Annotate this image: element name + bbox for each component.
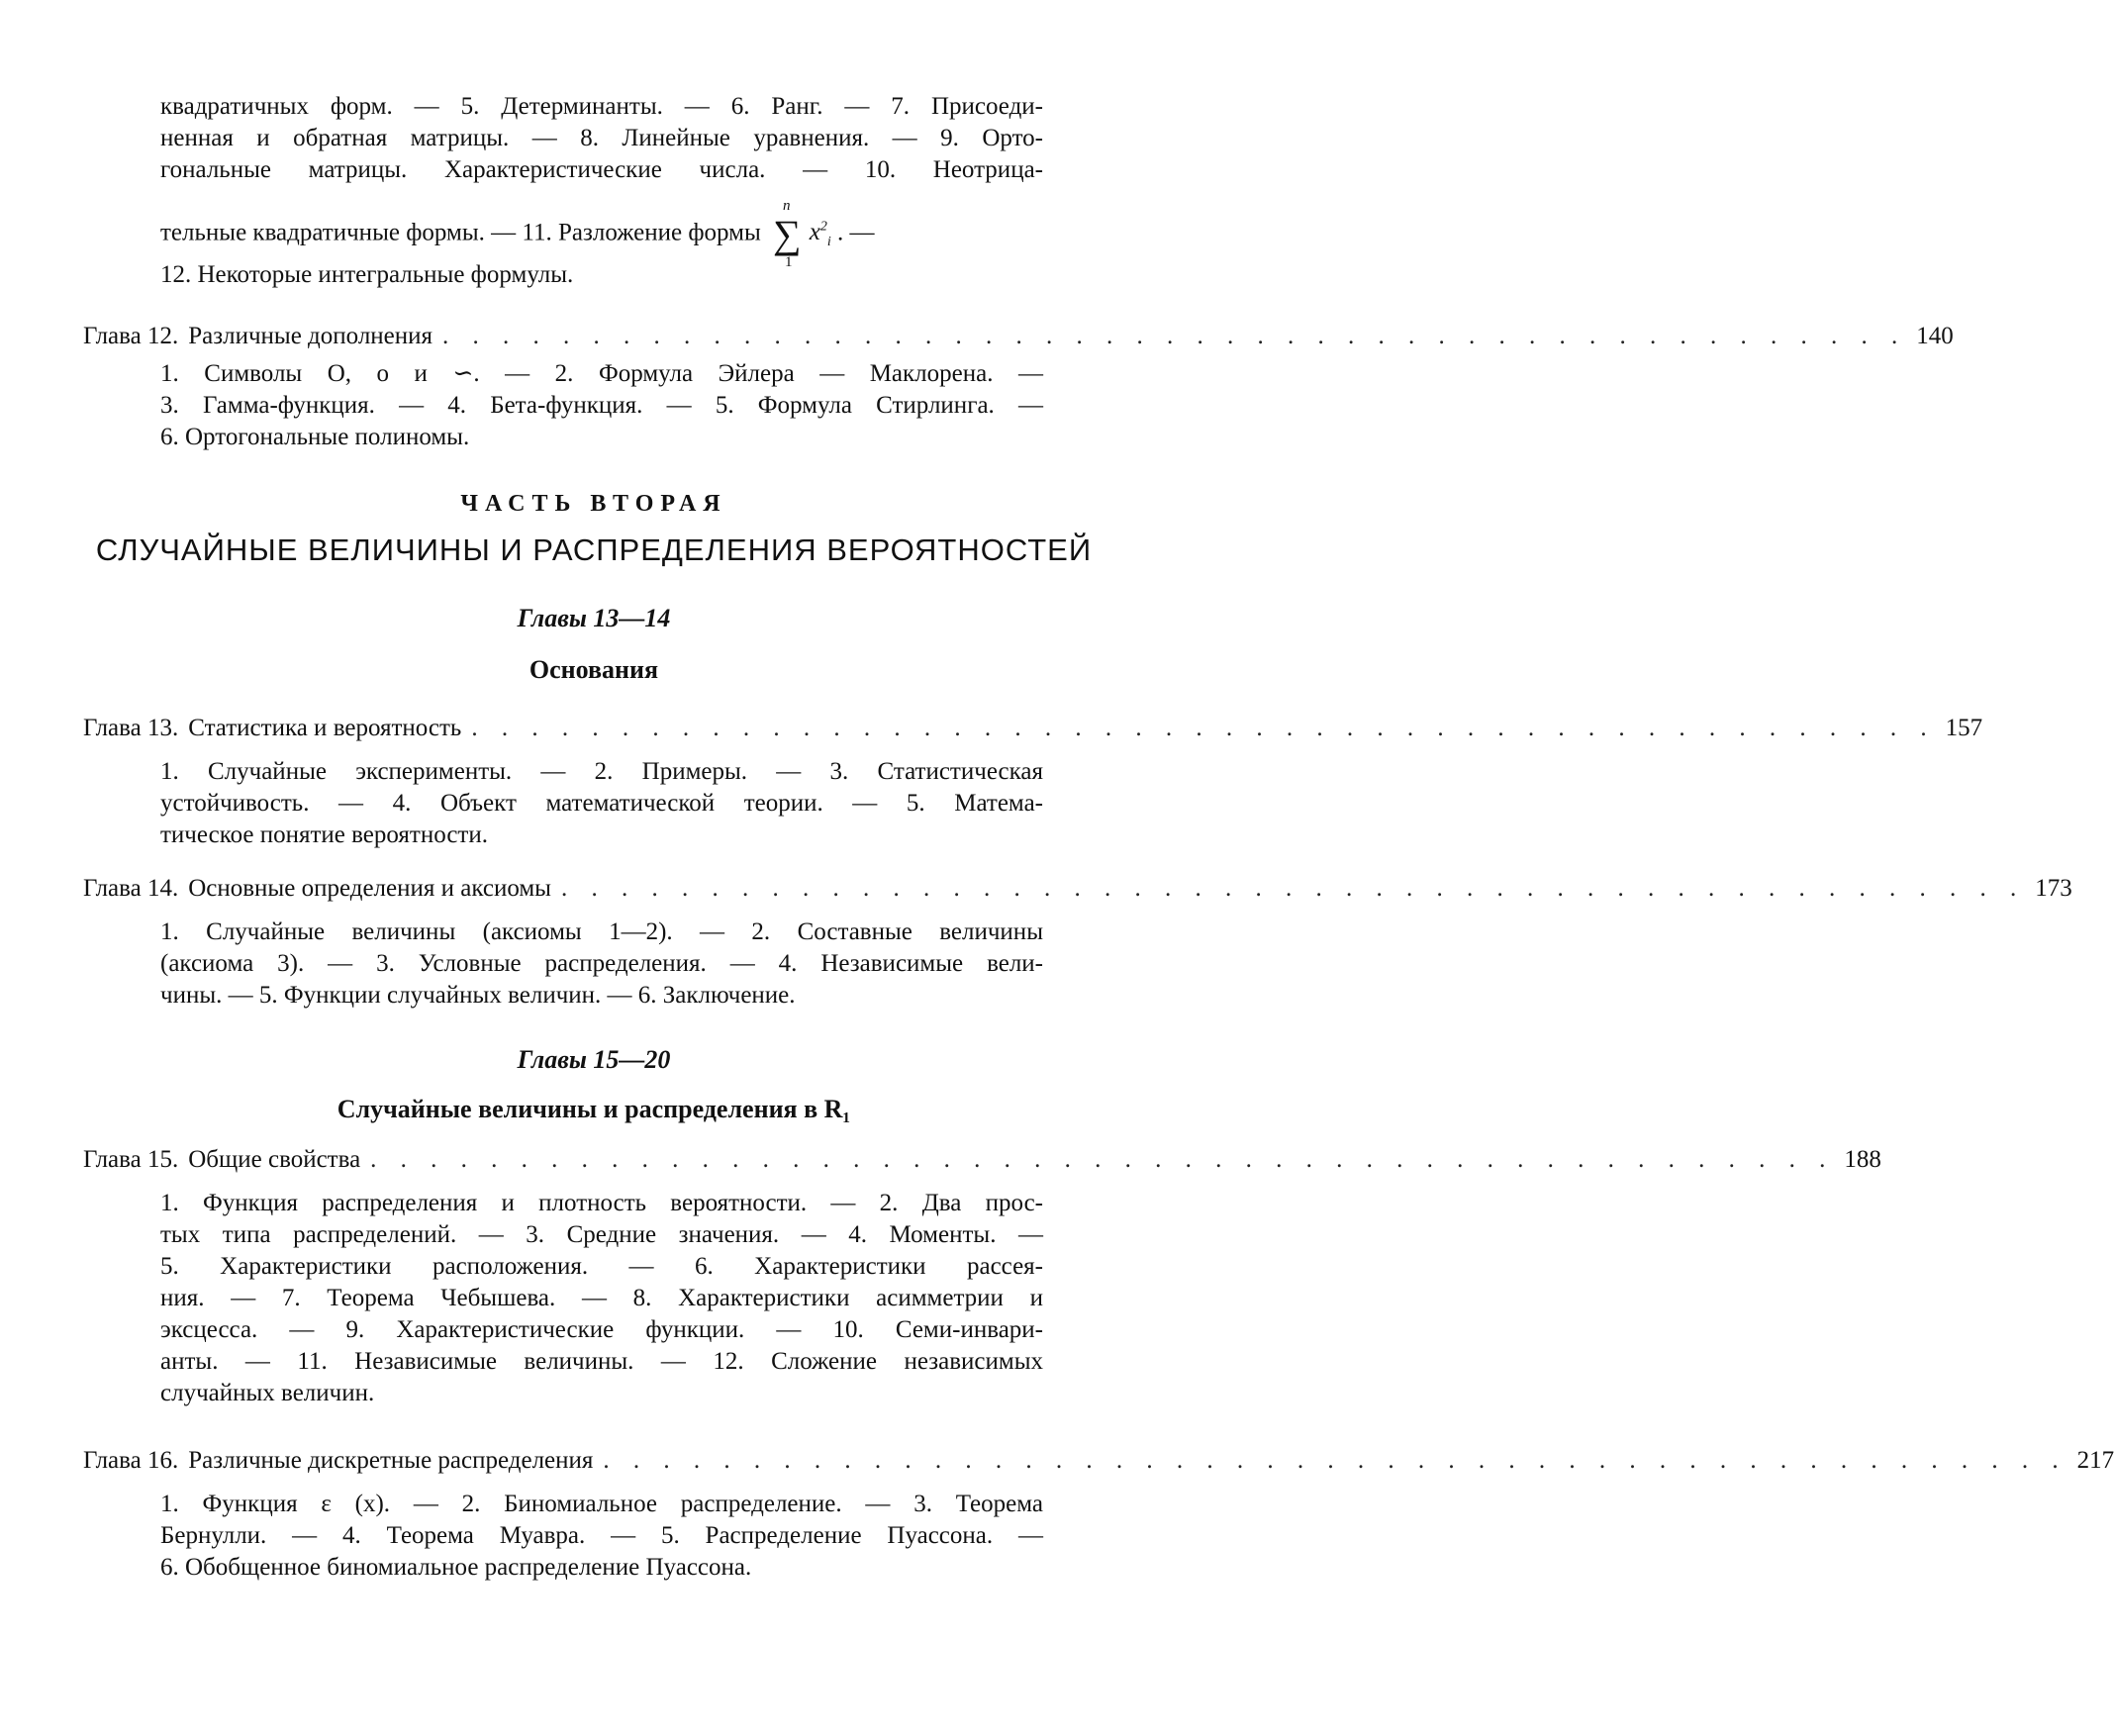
sum-upper-limit: n bbox=[783, 198, 791, 215]
summary-line: (аксиома 3). — 3. Условные распределения. — 4. Независимые вели- bbox=[160, 950, 1043, 977]
summary-line: 1. Случайные эксперименты. — 2. Примеры. — 3. Статистическая bbox=[160, 758, 1043, 785]
chapter-12-summary bbox=[160, 358, 1043, 453]
toc-entry-chapter-12[interactable] bbox=[83, 319, 1954, 354]
page-number: 173 bbox=[2035, 875, 2072, 902]
sum-var-letter: x bbox=[809, 219, 820, 246]
toc-entry-chapter-14[interactable] bbox=[83, 871, 2072, 907]
summary-line: тых типа распределений. — 3. Средние значения. — 4. Моменты. — bbox=[160, 1221, 1043, 1248]
summary-text: тельные квадратичные формы. — 11. Разложение формы bbox=[160, 219, 761, 246]
chapter-label: Глава 13. bbox=[83, 715, 179, 741]
summary-text: . — bbox=[837, 219, 875, 246]
sum-var-sub: i bbox=[826, 235, 831, 250]
summary-line: 5. Характеристики расположения. — 6. Характеристики рассея- bbox=[160, 1253, 1043, 1280]
chapter-title: Основные определения и аксиомы bbox=[188, 875, 551, 902]
leader-dots: . . . . . . . . . . . . . . . . . . . . . . . . . . . . . . . . . . . . . . . . . . . . . . . . . bbox=[370, 1146, 1835, 1173]
sum-variable bbox=[809, 219, 831, 250]
sum-lower-limit: 1 bbox=[785, 254, 793, 271]
summary-line: 12. Некоторые интегральные формулы. bbox=[160, 261, 574, 288]
summary-line-with-sum bbox=[160, 198, 1043, 271]
chapters-range: Главы 13—14 bbox=[517, 604, 671, 632]
summary-line: 1. Символы O, o и ∽. — 2. Формула Эйлера — Маклорена. — bbox=[160, 360, 1043, 387]
toc-entry-chapter-15[interactable] bbox=[83, 1142, 1881, 1178]
summary-line: 1. Функция распределения и плотность вероятности. — 2. Два прос- bbox=[160, 1190, 1043, 1216]
part-label: ЧАСТЬ ВТОРАЯ bbox=[460, 491, 727, 517]
leader-dots: . . . . . . . . . . . . . . . . . . . . . . . . . . . . . . . . . . . . . . . . . . . . . . . . . bbox=[471, 715, 1936, 741]
summary-line: 1. Случайные величины (аксиомы 1—2). — 2. Составные величины bbox=[160, 918, 1043, 945]
summary-line: тическое понятие вероятности. bbox=[160, 821, 488, 848]
chapter-16-summary bbox=[160, 1489, 1043, 1584]
chapter-label: Глава 16. bbox=[83, 1447, 179, 1474]
chapter-label: Глава 14. bbox=[83, 875, 179, 902]
summary-line: 6. Обобщенное биномиальное распределение Пуассона. bbox=[160, 1554, 752, 1581]
page-number: 188 bbox=[1844, 1146, 1881, 1173]
summary-line: ния. — 7. Теорема Чебышева. — 8. Характеристики асимметрии и bbox=[160, 1285, 1043, 1311]
sum-var-sup: 2 bbox=[819, 220, 827, 235]
chapter-label: Глава 15. bbox=[83, 1146, 179, 1173]
summary-line: случайных величин. bbox=[160, 1380, 375, 1406]
toc-entry-chapter-16[interactable] bbox=[83, 1443, 2114, 1479]
toc-entry-chapter-13[interactable] bbox=[83, 711, 1983, 746]
sum-formula bbox=[773, 198, 802, 271]
summary-line: устойчивость. — 4. Объект математической теории. — 5. Матема- bbox=[160, 790, 1043, 817]
leader-dots: . . . . . . . . . . . . . . . . . . . . . . . . . . . . . . . . . . . . . . . . . . . . . . . . . bbox=[560, 875, 2026, 902]
summary-line: Бернулли. — 4. Теорема Муавра. — 5. Распределение Пуассона. — bbox=[160, 1522, 1043, 1549]
summary-line: анты. — 11. Независимые величины. — 12. Сложение независимых bbox=[160, 1348, 1043, 1375]
part-title: СЛУЧАЙНЫЕ ВЕЛИЧИНЫ И РАСПРЕДЕЛЕНИЯ ВЕРОЯТНОСТЕЙ bbox=[95, 532, 1093, 567]
summary-line: квадратичных форм. — 5. Детерминанты. — 6. Ранг. — 7. Присоеди- bbox=[160, 93, 1043, 120]
chapter-13-summary bbox=[160, 756, 1043, 851]
chapter-11-summary bbox=[160, 91, 1043, 291]
leader-dots: . . . . . . . . . . . . . . . . . . . . . . . . . . . . . . . . . . . . . . . . . . . . . . . . . bbox=[603, 1447, 2067, 1474]
page-number: 140 bbox=[1916, 323, 1954, 349]
chapter-14-summary bbox=[160, 916, 1043, 1012]
chapters-range: Главы 15—20 bbox=[517, 1045, 671, 1074]
summary-line: 3. Гамма-функция. — 4. Бета-функция. — 5. Формула Стирлинга. — bbox=[160, 392, 1043, 419]
section-title: Случайные величины и распределения в R₁ bbox=[336, 1095, 851, 1123]
chapter-title: Различные дополнения bbox=[188, 323, 433, 349]
summary-line: эксцесса. — 9. Характеристические функции. — 10. Семи-инвари- bbox=[160, 1316, 1043, 1343]
section-title: Основания bbox=[528, 655, 659, 684]
page-number: 217 bbox=[2076, 1447, 2114, 1474]
sum-symbol: ∑ bbox=[773, 212, 802, 257]
chapter-label: Глава 12. bbox=[83, 323, 179, 349]
leader-dots: . . . . . . . . . . . . . . . . . . . . . . . . . . . . . . . . . . . . . . . . . . . . . . . . . bbox=[442, 323, 1907, 349]
chapter-15-summary bbox=[160, 1188, 1043, 1409]
chapter-title: Статистика и вероятность bbox=[188, 715, 462, 741]
page-number: 157 bbox=[1945, 715, 1983, 741]
summary-line: гональные матрицы. Характеристические числа. — 10. Неотрица- bbox=[160, 156, 1043, 183]
summary-line: 6. Ортогональные полиномы. bbox=[160, 424, 470, 450]
chapter-title: Различные дискретные распределения bbox=[188, 1447, 594, 1474]
summary-line: чины. — 5. Функции случайных величин. — 6. Заключение. bbox=[160, 982, 796, 1009]
summary-line: 1. Функция ε (x). — 2. Биномиальное распределение. — 3. Теорема bbox=[160, 1491, 1043, 1517]
chapter-title: Общие свойства bbox=[188, 1146, 361, 1173]
summary-line: ненная и обратная матрицы. — 8. Линейные уравнения. — 9. Орто- bbox=[160, 125, 1043, 151]
